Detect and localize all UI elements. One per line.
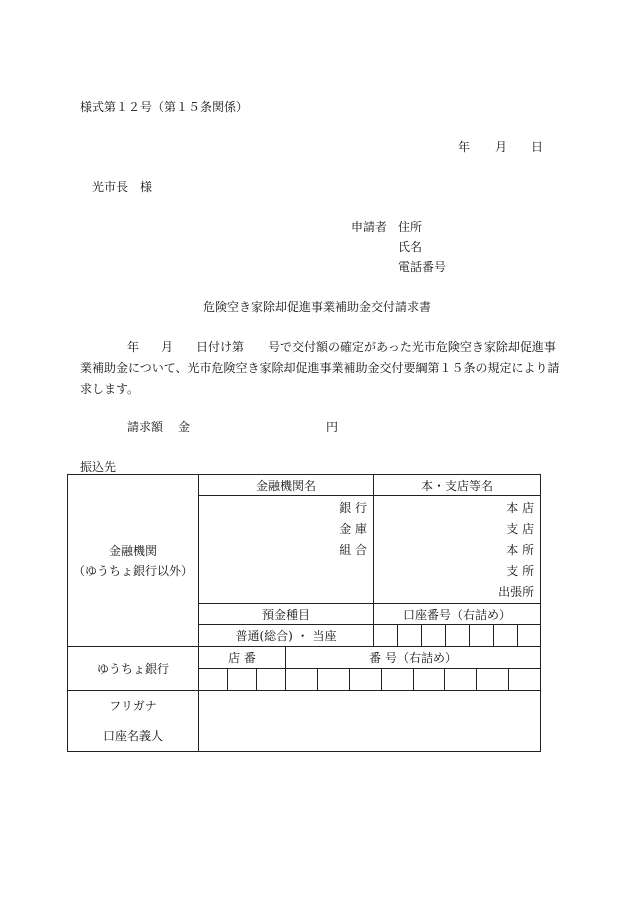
transfer-table — [67, 474, 541, 752]
col-institution-name: 金融機関名 — [199, 475, 374, 496]
account-holder-label: 口座名義人 — [102, 729, 163, 743]
addressee: 光市長 様 — [92, 180, 153, 194]
yucho-number-label: 番 号（右詰め） — [286, 647, 541, 669]
bank-type-kumiai: 組 合 — [339, 543, 368, 557]
deposit-type-label: 預金種目 — [199, 604, 374, 625]
yucho-number-digit[interactable] — [286, 669, 317, 690]
account-holder-label-cell — [68, 691, 199, 752]
yucho-branch-label: 店 番 — [199, 647, 286, 669]
claim-prefix: 金 — [178, 420, 191, 434]
applicant-name-label: 氏名 — [398, 240, 423, 254]
yucho-branch-digit[interactable] — [199, 669, 228, 691]
deposit-type-value: 普通(総合) ・ 当座 — [199, 625, 374, 647]
body-line3: 求します。 — [80, 382, 140, 396]
account-digit[interactable] — [446, 625, 470, 647]
branch-type-head: 本 店 — [506, 501, 535, 515]
institution-label: 金融機関 — [108, 543, 157, 558]
body-line1-rest: 号で交付額の確定があった光市危険空き家除却促進事 — [268, 340, 556, 354]
branch-type-sub-office: 支 所 — [506, 564, 535, 578]
applicant-phone-label: 電話番号 — [398, 260, 447, 274]
account-digit[interactable] — [374, 625, 398, 647]
yucho-number-digit[interactable] — [508, 669, 540, 690]
yucho-number-digit[interactable] — [476, 669, 508, 690]
transfer-heading: 振込先 — [80, 460, 117, 474]
claim-label: 請求額 — [127, 420, 164, 434]
applicant-label: 申請者 — [351, 220, 388, 234]
col-branch-name: 本・支店等名 — [374, 475, 541, 496]
account-digit[interactable] — [422, 625, 446, 647]
date-day: 日 — [531, 140, 544, 154]
yucho-number-digit[interactable] — [317, 669, 349, 690]
body-month: 月 — [161, 340, 174, 354]
branch-type-branch: 支 店 — [506, 522, 535, 536]
yucho-number-digit[interactable] — [413, 669, 445, 690]
account-digit[interactable] — [470, 625, 494, 647]
yucho-number-digit[interactable] — [444, 669, 476, 690]
branch-type-agency: 出張所 — [498, 585, 535, 599]
account-digit[interactable] — [518, 625, 541, 647]
yucho-branch-digit[interactable] — [257, 669, 286, 691]
branch-type-cell — [374, 496, 541, 604]
body-year: 年 — [127, 340, 140, 354]
yucho-number-digit[interactable] — [381, 669, 413, 690]
branch-type-main-office: 本 所 — [506, 543, 535, 557]
institution-label-note: （ゆうちょ銀行以外） — [72, 563, 193, 578]
furigana-label: フリガナ — [109, 699, 157, 713]
body-line2: 業補助金について、光市危険空き家除却促進事業補助金交付要綱第１５条の規定により請 — [80, 361, 560, 375]
date-month: 月 — [495, 140, 508, 154]
body-day-ref: 日付け第 — [196, 340, 245, 354]
yucho-label: ゆうちょ銀行 — [68, 647, 199, 691]
claim-unit: 円 — [326, 420, 339, 434]
yucho-branch-digit[interactable] — [228, 669, 257, 691]
bank-type-cell — [199, 496, 374, 604]
account-digit[interactable] — [494, 625, 518, 647]
yucho-number-digit[interactable] — [349, 669, 381, 690]
account-number-label: 口座番号（右詰め） — [374, 604, 541, 625]
bank-type-shinkin: 金 庫 — [339, 522, 368, 536]
document-title: 危険空き家除却促進事業補助金交付請求書 — [203, 300, 432, 314]
bank-type-bank: 銀 行 — [339, 501, 368, 515]
form-number: 様式第１２号（第１５条関係） — [80, 100, 249, 114]
yucho-number-boxes[interactable] — [286, 669, 541, 691]
date-year: 年 — [458, 140, 471, 154]
account-digit[interactable] — [398, 625, 422, 647]
account-holder-field[interactable] — [199, 691, 541, 752]
applicant-address-label: 住所 — [398, 220, 423, 234]
institution-label-cell — [68, 475, 199, 647]
